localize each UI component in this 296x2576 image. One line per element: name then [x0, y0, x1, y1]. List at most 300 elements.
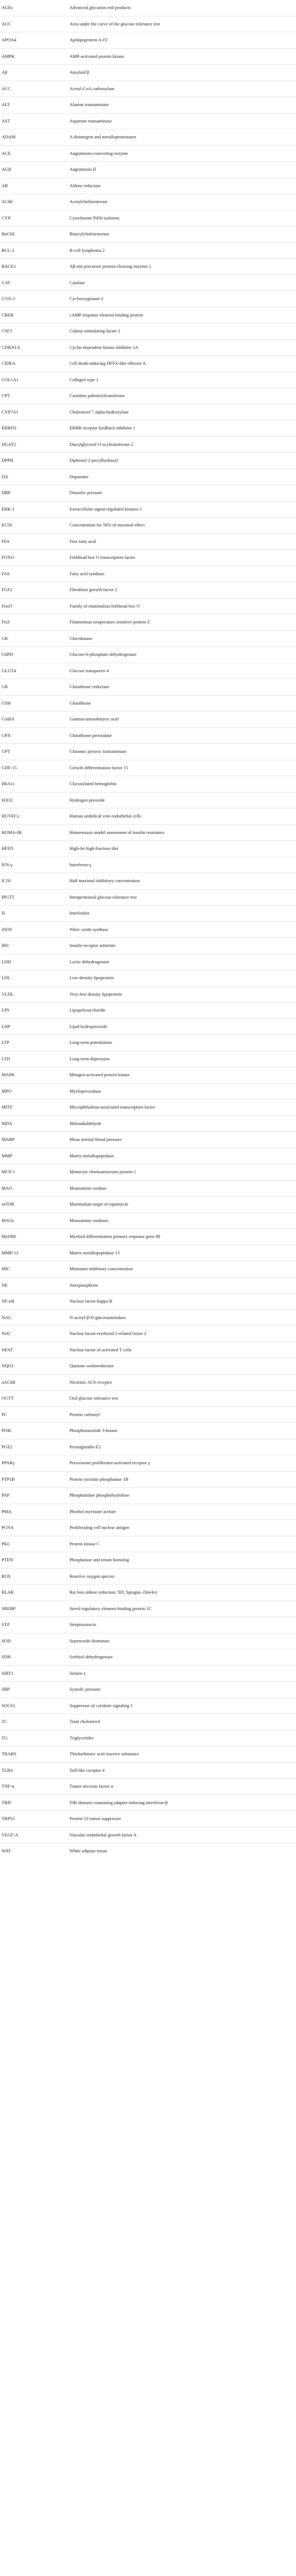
abbreviation-definition: Sorbitol dehydrogenase: [68, 1649, 296, 1666]
abbreviation-row: [0, 275, 296, 291]
abbreviation-row: [0, 727, 296, 744]
abbreviation-definition: Monoamine oxidase: [68, 1180, 296, 1197]
abbreviation-row: [0, 1309, 296, 1326]
abbreviation-term: SOCS1: [0, 1698, 68, 1714]
abbreviation-row: [0, 1035, 296, 1051]
abbreviation-definition: Suppressor of cytokine signaling 1: [68, 1698, 296, 1714]
abbreviation-term: ROS: [0, 1568, 68, 1585]
abbreviation-term: FGF2: [0, 582, 68, 599]
abbreviation-row: [0, 1277, 296, 1294]
abbreviation-term: FoxO: [0, 598, 68, 614]
abbreviation-row: [0, 1504, 296, 1520]
abbreviation-term: HbA1c: [0, 776, 68, 793]
abbreviation-definition: A disintegrin and metalloproteinases: [68, 129, 296, 146]
abbreviation-row: [0, 1003, 296, 1019]
abbreviation-row: [0, 1520, 296, 1536]
abbreviation-definition: Lipopolysaccharide: [68, 1003, 296, 1019]
abbreviation-row: [0, 1843, 296, 1859]
abbreviation-definition: Cholesterol 7 alpha-hydroxylase: [68, 404, 296, 420]
abbreviation-row: [0, 97, 296, 113]
abbreviation-term: PTP1B: [0, 1471, 68, 1488]
abbreviation-term: VEGF-A: [0, 1827, 68, 1843]
abbreviation-term: PMA: [0, 1504, 68, 1520]
abbreviation-row: [0, 1358, 296, 1375]
abbreviation-term: MAO: [0, 1180, 68, 1197]
abbreviation-definition: Amyloid β: [68, 65, 296, 81]
abbreviation-term: nAChR: [0, 1374, 68, 1391]
abbreviation-row: [0, 1746, 296, 1763]
abbreviation-row: [0, 1261, 296, 1278]
abbreviation-definition: Family of mammalian forkhead box O: [68, 598, 296, 614]
abbreviation-definition: Interleukin: [68, 905, 296, 922]
abbreviation-definition: B-cell lymphoma 2: [68, 242, 296, 259]
abbreviation-term: Aβ: [0, 65, 68, 81]
abbreviation-row: [0, 404, 296, 420]
abbreviation-term: CIDEA: [0, 356, 68, 372]
abbreviation-row: [0, 1294, 296, 1310]
abbreviation-row: [0, 970, 296, 987]
abbreviation-definition: Advanced glycation end products: [69, 5, 131, 11]
abbreviation-definition: Very-low density lipoprotein: [68, 986, 296, 1003]
abbreviation-definition: Rat lens aldose reductase; SD, Sprague–Dawley: [68, 1585, 296, 1601]
abbreviation-definition: Protein 53 tumor suppressor: [68, 1811, 296, 1827]
abbreviation-definition: Forkhead box O transcription factor: [68, 550, 296, 566]
abbreviation-definition: Toll-like receptor 4: [68, 1762, 296, 1779]
abbreviation-row: [0, 420, 296, 437]
abbreviation-definition: Minimum inhibitory concentration: [68, 1261, 296, 1278]
abbreviation-definition: Microphthalmia-associated transcription factor: [68, 1100, 296, 1116]
abbreviation-definition: Alanine transaminase: [68, 97, 296, 113]
abbreviation-row: [0, 824, 296, 841]
abbreviation-row: [0, 1100, 296, 1116]
abbreviation-term: BuChE: [0, 226, 68, 243]
abbreviation-definition: Aldose reductase: [68, 178, 296, 194]
abbreviation-term: GR: [0, 679, 68, 696]
abbreviation-term: MITF: [0, 1100, 68, 1116]
abbreviation-definition: Apolipoprotein A-IV: [68, 32, 296, 49]
abbreviation-row: [0, 744, 296, 760]
abbreviation-definition: Glutamic pyruvic transaminase: [68, 744, 296, 760]
abbreviation-definition: Cytochrome P450 isoforms: [68, 210, 296, 226]
abbreviation-definition: TIR-domain-containing adapter-inducing interferon-β: [68, 1795, 296, 1811]
abbreviation-row: [0, 1649, 296, 1666]
abbreviation-row: [0, 1018, 296, 1035]
abbreviation-term: ERRFI1: [0, 420, 68, 437]
abbreviation-row: [0, 242, 296, 259]
abbreviation-definition: Cyclin-dependent kinase inhibitor 1A: [68, 339, 296, 356]
abbreviation-definition: Catalase: [68, 275, 296, 291]
abbreviation-row: [0, 566, 296, 582]
abbreviation-definition: Angiotensin II: [68, 162, 296, 178]
abbreviation-definition: Matrix metallopeptidase: [68, 1148, 296, 1164]
abbreviation-term: IFN-γ: [0, 857, 68, 873]
abbreviation-row: [0, 1180, 296, 1197]
abbreviation-row: [0, 307, 296, 323]
abbreviation-definition: Collagen type 1: [68, 372, 296, 388]
abbreviation-row: [0, 356, 296, 372]
abbreviation-row: [0, 1051, 296, 1067]
abbreviation-definition: Acetylcholinesterase: [68, 194, 296, 210]
abbreviation-definition: Tumor necrosis factor α: [68, 1779, 296, 1795]
abbreviation-definition: Long-term potentiation: [68, 1035, 296, 1051]
abbreviation-definition: Proliferating cell nuclear antigen: [68, 1520, 296, 1536]
abbreviation-row: [0, 921, 296, 938]
abbreviation-definition: Triglycerides: [68, 1730, 296, 1746]
abbreviation-definition: Systolic pressure: [68, 1682, 296, 1698]
abbreviation-definition: Diacylglycerol O-acyltransferase 2: [68, 436, 296, 453]
abbreviation-term: RLAR: [0, 1585, 68, 1601]
abbreviation-definition: Intraperitoneal glucose tolerance test: [68, 889, 296, 905]
abbreviation-term: CYP7A1: [0, 404, 68, 420]
abbreviation-term: PAP: [0, 1488, 68, 1504]
abbreviation-term: GK: [0, 630, 68, 647]
abbreviation-definition: Nicotinic ACh receptor: [68, 1374, 296, 1391]
abbreviation-row: [0, 711, 296, 728]
abbreviation-row: [0, 210, 296, 226]
abbreviation-term: TBARS: [0, 1746, 68, 1763]
abbreviation-row: [0, 841, 296, 857]
abbreviation-row: [0, 1779, 296, 1795]
abbreviation-row: [0, 1698, 296, 1714]
abbreviation-term: PGE2: [0, 1439, 68, 1455]
abbreviation-term: WAT: [0, 1843, 68, 1859]
abbreviation-row: [0, 1083, 296, 1100]
abbreviation-definition: Filamentous temperature sensitive protein Z: [68, 614, 296, 631]
abbreviation-term: FtsZ: [0, 614, 68, 631]
abbreviation-definition: Dopamine: [68, 469, 296, 485]
abbreviation-row: [0, 1132, 296, 1148]
abbreviation-term: CAT: [0, 275, 68, 291]
abbreviation-term: GPT: [0, 744, 68, 760]
abbreviation-definition: Half maximal inhibitory concentration: [68, 873, 296, 890]
abbreviation-definition: Prostaglandin E2: [68, 1439, 296, 1455]
abbreviation-term: TLR4: [0, 1762, 68, 1779]
abbreviation-definition: Lactic dehydrogenase: [68, 954, 296, 970]
abbreviation-definition: Acetyl-CoA carboxylase: [68, 81, 296, 97]
abbreviation-row: [0, 129, 296, 146]
abbreviation-definition: Protein carbonyl: [68, 1406, 296, 1423]
abbreviation-row: [0, 1811, 296, 1827]
abbreviation-row: [0, 1148, 296, 1164]
abbreviation-row: [0, 372, 296, 388]
abbreviation-definition: Cyclooxygenase-2: [68, 291, 296, 307]
abbreviation-definition: Fatty acid synthase: [68, 566, 296, 582]
abbreviation-row: [0, 582, 296, 599]
abbreviation-row: [0, 1067, 296, 1084]
abbreviation-definition: Mean arterial blood pressure: [68, 1132, 296, 1148]
abbreviation-row: [0, 1730, 296, 1746]
abbreviation-row: [0, 808, 296, 825]
abbreviation-term: COX-2: [0, 291, 68, 307]
abbreviation-term: STZ: [0, 1617, 68, 1633]
abbreviation-term: AR: [0, 178, 68, 194]
abbreviation-definition: Malondialdehyde: [68, 1115, 296, 1132]
abbreviation-term: PTEN: [0, 1552, 68, 1569]
abbreviation-row: [0, 1212, 296, 1229]
abbreviation-term: TC: [0, 1714, 68, 1730]
abbreviation-definition: White adipose tissue: [68, 1843, 296, 1859]
abbreviation-term: ERK-1: [0, 501, 68, 517]
abbreviation-term: PKC: [0, 1536, 68, 1552]
abbreviation-row: [0, 873, 296, 890]
abbreviation-definition: Nuclear factor-kappa B: [68, 1294, 296, 1310]
abbreviation-definition: Phosphatase and tensin homolog: [68, 1552, 296, 1569]
abbreviation-term: ACE: [0, 145, 68, 162]
abbreviation-row: [0, 905, 296, 922]
abbreviation-row: [0, 1423, 296, 1439]
abbreviation-term: CREB: [0, 307, 68, 323]
abbreviation-row: [0, 760, 296, 776]
abbreviation-definition: Phosphoinositide 3-kinase: [68, 1423, 296, 1439]
abbreviation-term: CPT: [0, 388, 68, 405]
abbreviation-row: [0, 1601, 296, 1617]
abbreviation-term: AST: [0, 113, 68, 129]
abbreviation-definition: Nuclear factor of activated T cells: [68, 1342, 296, 1358]
abbreviation-term: DA: [0, 469, 68, 485]
abbreviation-row: [0, 679, 296, 696]
abbreviation-definition: Insulin receptor substrate: [68, 938, 296, 954]
abbreviation-definition: Glutathione reductase: [68, 679, 296, 696]
abbreviation-row: [0, 1488, 296, 1504]
abbreviation-term: COL1A1: [0, 372, 68, 388]
abbreviation-definition: Human umbilical vein endothelial cells: [68, 808, 296, 825]
abbreviation-row: [0, 65, 296, 81]
abbreviation-definition: N-acetyl-β-D-glucosaminidase: [68, 1309, 296, 1326]
abbreviation-term: IL: [0, 905, 68, 922]
abbreviation-definition: Myeloid differentiation primary response gene 88: [68, 1229, 296, 1245]
abbreviation-term: Nrf2: [0, 1326, 68, 1342]
abbreviation-row: [0, 1568, 296, 1585]
abbreviation-row: [0, 323, 296, 340]
abbreviation-definition: Reactive oxygen species: [68, 1568, 296, 1585]
abbreviation-row: [0, 954, 296, 970]
abbreviation-definition: Aspartate transaminase: [68, 113, 296, 129]
abbreviation-term: MAPK: [0, 1067, 68, 1084]
abbreviation-definition: Thiobarbituric acid reactive substance: [68, 1746, 296, 1763]
abbreviation-row: [0, 1229, 296, 1245]
abbreviation-term: MIC: [0, 1261, 68, 1278]
abbreviation-term: NAG: [0, 1309, 68, 1326]
abbreviation-row: [0, 695, 296, 711]
abbreviation-definition: Lipid hydroperoxide: [68, 1018, 296, 1035]
abbreviation-definition: Vascular endothelial growth factor A: [68, 1827, 296, 1843]
abbreviation-definition: Free fatty acid: [68, 533, 296, 550]
abbreviation-row: [0, 1439, 296, 1455]
abbreviation-row: [0, 1406, 296, 1423]
abbreviation-term: SREBP: [0, 1601, 68, 1617]
abbreviation-definition: Aβ-site precursor protein-cleaving enzyme 1: [68, 259, 296, 275]
abbreviation-definition: Myeloperoxidase: [68, 1083, 296, 1100]
abbreviation-row: [0, 388, 296, 405]
abbreviation-row: [0, 1714, 296, 1730]
abbreviation-definition: AMP-activated protein kinase: [68, 48, 296, 65]
abbreviation-term: SOD: [0, 1633, 68, 1649]
abbreviation-row: [0, 776, 296, 793]
abbreviation-definition: ERBB receptor feedback inhibitor 1: [68, 420, 296, 437]
abbreviation-term: AGEs: [2, 5, 13, 11]
abbreviation-term: H2O2: [0, 792, 68, 808]
abbreviation-row: [0, 1115, 296, 1132]
abbreviation-term: iNOS: [0, 921, 68, 938]
abbreviation-term: SIRT1: [0, 1665, 68, 1682]
abbreviation-row: [0, 469, 296, 485]
abbreviation-term: G6PD: [0, 647, 68, 663]
abbreviation-definition: Angiotensin-converting enzyme: [68, 145, 296, 162]
abbreviation-term: BCL-2: [0, 242, 68, 259]
abbreviation-term: LHP: [0, 1018, 68, 1035]
abbreviation-term: APOA4: [0, 32, 68, 49]
abbreviation-definition: Gamma-aminobutyric acid: [68, 711, 296, 728]
abbreviation-row: [0, 889, 296, 905]
abbreviation-term: PI3K: [0, 1423, 68, 1439]
abbreviation-row: [0, 986, 296, 1003]
abbreviation-row: [0, 1164, 296, 1181]
abbreviation-term: NFAT: [0, 1342, 68, 1358]
abbreviation-definition: Nitric oxide synthase: [68, 921, 296, 938]
abbreviation-row: [0, 663, 296, 679]
abbreviation-term: TNF-α: [0, 1779, 68, 1795]
abbreviation-row: [0, 1665, 296, 1682]
abbreviation-row: [0, 259, 296, 275]
abbreviation-row: [0, 162, 296, 178]
abbreviation-row: [0, 178, 296, 194]
abbreviation-row: [0, 113, 296, 129]
abbreviation-definition: Long-term depression: [68, 1051, 296, 1067]
abbreviation-row: [0, 48, 296, 65]
abbreviation-definition: Total cholesterol: [68, 1714, 296, 1730]
abbreviation-term: HOMA-IR: [0, 824, 68, 841]
abbreviation-term: ALT: [0, 97, 68, 113]
abbreviation-definition: Glutathione peroxidase: [68, 727, 296, 744]
abbreviation-row: [0, 792, 296, 808]
abbreviation-definition: Phosphatidate phosphohydrolase: [68, 1488, 296, 1504]
abbreviation-row: [0, 194, 296, 210]
abbreviation-term: PC: [0, 1406, 68, 1423]
abbreviation-row: [0, 32, 296, 49]
abbreviation-row: [0, 81, 296, 97]
abbreviation-row: [0, 291, 296, 307]
abbreviation-term: AMPK: [0, 48, 68, 65]
abbreviation-term: PCNA: [0, 1520, 68, 1536]
abbreviation-definition: Fibroblast growth factor 2: [68, 582, 296, 599]
abbreviation-term: SDH: [0, 1649, 68, 1666]
abbreviation-definition: Sirtuin-1: [68, 1665, 296, 1682]
abbreviation-definition: Cell death-inducing DFFA-like effector A: [68, 356, 296, 372]
abbreviation-definition: Oral glucose tolerance test: [68, 1391, 296, 1407]
abbreviation-definition: Diphenyl-2-picrylhydrazyl: [68, 453, 296, 469]
abbreviation-row: [0, 1391, 296, 1407]
abbreviation-row: [0, 1762, 296, 1779]
abbreviation-definition: Hydrogen peroxide: [68, 792, 296, 808]
abbreviation-term: IRS: [0, 938, 68, 954]
abbreviation-term: ADAM: [0, 129, 68, 146]
abbreviation-term: CSF3: [0, 323, 68, 340]
abbreviation-row: [0, 485, 296, 502]
abbreviation-term: GDF-15: [0, 760, 68, 776]
abbreviation-definition: Protein kinase C: [68, 1536, 296, 1552]
abbreviation-term: HFFD: [0, 841, 68, 857]
abbreviation-definition: Glycosylated hemoglobin: [68, 776, 296, 793]
abbreviation-term: LTD: [0, 1051, 68, 1067]
abbreviation-row: [0, 1795, 296, 1811]
abbreviation-row: [0, 1326, 296, 1342]
abbreviation-term: SBP: [0, 1682, 68, 1698]
abbreviation-definition: Homeostasis model assessment of insulin resistance: [68, 824, 296, 841]
abbreviation-definition: Monoamine oxidases: [68, 1212, 296, 1229]
abbreviation-definition: Quinone oxidoreductase: [68, 1358, 296, 1375]
abbreviation-definition: Area under the curve of the glucose tolerance test: [68, 16, 296, 32]
abbreviation-term: TRIF: [0, 1795, 68, 1811]
abbreviation-term: NF-κB: [0, 1294, 68, 1310]
abbreviation-definition: Mitogen-activated protein kinase: [68, 1067, 296, 1084]
abbreviation-row: [0, 1585, 296, 1601]
abbreviation-term: MyD88: [0, 1229, 68, 1245]
abbreviation-term: NQO1: [0, 1358, 68, 1375]
abbreviation-definition: Extracellular signal-regulated kinases-1: [68, 501, 296, 517]
abbreviation-term: EC50: [0, 517, 68, 534]
abbreviation-term: ACC: [0, 81, 68, 97]
abbreviation-row: [0, 1617, 296, 1633]
abbreviation-definition: Diastolic pressure: [68, 485, 296, 502]
abbreviation-term: CYP: [0, 210, 68, 226]
abbreviation-definition: Low-density lipoprotein: [68, 970, 296, 987]
abbreviation-definition: Mammalian target of rapamycin: [68, 1197, 296, 1213]
abbreviation-row: [0, 1197, 296, 1213]
abbreviation-term: LDL: [0, 970, 68, 987]
abbreviation-row: [0, 533, 296, 550]
abbreviation-term: FOXO: [0, 550, 68, 566]
abbreviation-term: LTP: [0, 1035, 68, 1051]
abbreviation-term: FFA: [0, 533, 68, 550]
abbreviation-row: [0, 550, 296, 566]
abbreviation-term: GPX: [0, 727, 68, 744]
abbreviation-term: TRP53: [0, 1811, 68, 1827]
abbreviation-term: MDA: [0, 1115, 68, 1132]
abbreviation-row: [0, 1374, 296, 1391]
abbreviation-definition: Glucose transporter 4: [68, 663, 296, 679]
abbreviation-definition: Colony-stimulating factor 3: [68, 323, 296, 340]
abbreviation-term: MMP-13: [0, 1245, 68, 1261]
abbreviation-term: AUC: [0, 16, 68, 32]
abbreviation-term: IC50: [0, 873, 68, 890]
abbreviation-definition: Nuclear factor-erythroid 2-related factor 2: [68, 1326, 296, 1342]
abbreviation-term: OGTT: [0, 1391, 68, 1407]
abbreviation-definition: Glutathione: [68, 695, 296, 711]
abbreviation-definition: Butyrylcholinesterase: [68, 226, 296, 243]
abbreviation-definition: Protein tyrosine phosphatase 1B: [68, 1471, 296, 1488]
abbreviation-definition: Monocyte chemoattractant protein-1: [68, 1164, 296, 1181]
abbreviation-definition: Streptozotocin: [68, 1617, 296, 1633]
abbreviation-row: [0, 517, 296, 534]
abbreviation-term: FAS: [0, 566, 68, 582]
abbreviation-row: [0, 1342, 296, 1358]
abbreviation-row: [0, 0, 296, 16]
abbreviation-term: CDKN1A: [0, 339, 68, 356]
abbreviation-term: BACE1: [0, 259, 68, 275]
abbreviation-row: [0, 1536, 296, 1552]
abbreviation-term: MMP: [0, 1148, 68, 1164]
abbreviation-definition: Concentration for 50% of maximal effect: [68, 517, 296, 534]
abbreviation-row: [0, 598, 296, 614]
abbreviation-definition: cAMP response element binding protein: [68, 307, 296, 323]
abbreviation-term: DGAT2: [0, 436, 68, 453]
abbreviation-row: [0, 938, 296, 954]
abbreviation-term: DPPH: [0, 453, 68, 469]
abbreviation-definition: Glucokinase: [68, 630, 296, 647]
abbreviation-row: [0, 647, 296, 663]
abbreviation-definition: Peroxisome proliferator-activated receptor γ: [68, 1455, 296, 1472]
abbreviation-row: [0, 501, 296, 517]
